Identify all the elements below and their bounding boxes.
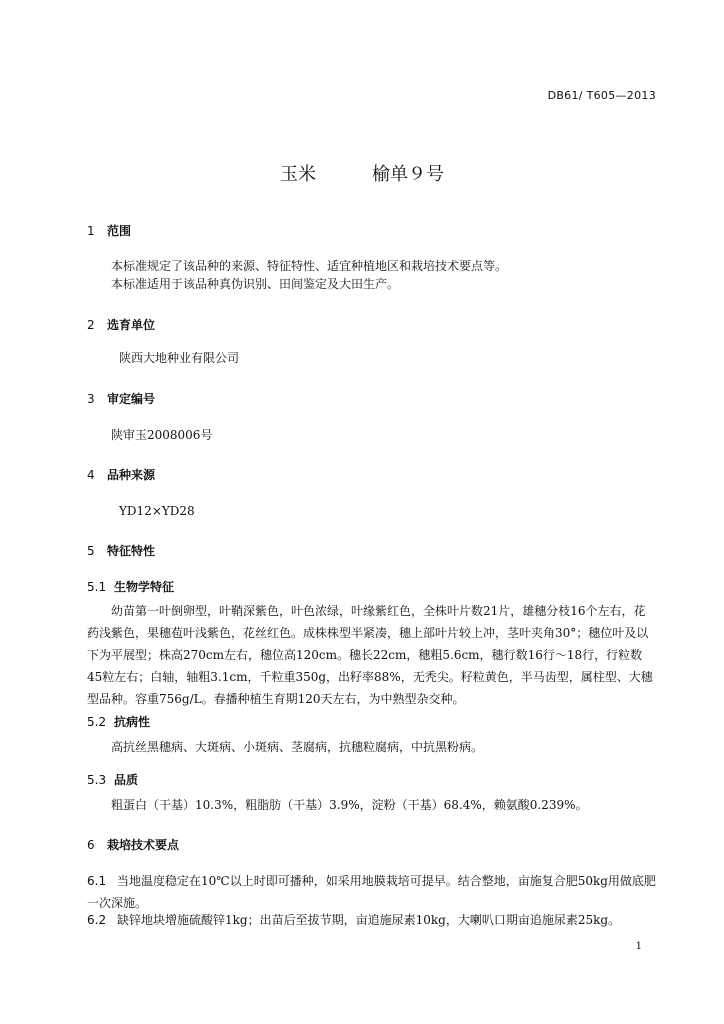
variety-source: YD12×YD28 [119, 504, 195, 518]
section-2-heading: 2 选育单位 [87, 318, 156, 332]
section-2-title: 选育单位 [107, 318, 156, 332]
section-6-heading: 6 栽培技术要点 [87, 838, 180, 852]
standard-code: DB61/ T605—2013 [547, 89, 656, 102]
breeding-unit: 陕西大地种业有限公司 [119, 351, 240, 365]
section-5-heading: 5 特征特性 [87, 544, 156, 558]
section-5-1-heading: 5.1 生物学特征 [87, 580, 175, 594]
title-variety: 榆单９号 [372, 164, 444, 185]
section-5-2-title: 抗病性 [114, 715, 151, 729]
section-5-3-title: 品质 [114, 773, 139, 787]
section-1-heading: 1 范围 [87, 224, 132, 238]
section-3-heading: 3 审定编号 [87, 392, 156, 406]
section-5-1-title: 生物学特征 [114, 580, 175, 594]
title-crop: 玉米 [280, 164, 316, 185]
section-1-paragraph-1: 本标准规定了该品种的来源、特征特性、适宜种植地区和栽培技术要点等。 [111, 259, 508, 273]
document-title [0, 160, 724, 186]
quality: 粗蛋白（干基）10.3%，粗脂肪（干基）3.9%，淀粉（干基）68.4%，赖氨酸0.239%。 [111, 798, 588, 812]
section-1-title: 范围 [107, 224, 132, 238]
disease-resistance: 高抗丝黑穗病、大斑病、小斑病、茎腐病，抗穗粒腐病，中抗黑粉病。 [111, 740, 484, 754]
section-6-title: 栽培技术要点 [107, 838, 180, 852]
biological-characteristics: 幼苗第一叶倒卵型，叶鞘深紫色，叶色浓绿，叶缘紫红色，全株叶片数21片，雄穗分枝16个左右，花药浅紫色，果穗苞叶浅紫色，花丝红色。成株株型半紧凑，穗上部叶片较上冲，茎叶夹角30°；穗位叶及以下为平展型；株高270cm左右，穗位高120cm。穗长22cm，穗粗5.6cm，穗行数16行～18行，行粒数45粒左右；白轴，轴粗3.1cm，千粒重350g，出籽率88%，无秃尖。籽粒黄色，半马齿型，属柱型、大穗型品种。容重756g/L。春播种植生育期120天左右，为中熟型杂交种。 [87, 604, 653, 706]
page-number: 1 [635, 941, 642, 952]
section-5-2-heading: 5.2 抗病性 [87, 715, 151, 729]
section-5-title: 特征特性 [107, 544, 156, 558]
approval-number: 陕审玉2008006号 [111, 428, 213, 442]
section-3-title: 审定编号 [107, 392, 156, 406]
cultivation-point-1: 6.1 当地温度稳定在10℃以上时即可播种，如采用地膜栽培可提早。结合整地，亩施复合肥50kg用做底肥一次深施。 [87, 874, 656, 910]
section-4-heading: 4 品种来源 [87, 468, 156, 482]
cultivation-point-2: 6.2 缺锌地块增施硫酸锌1kg；出苗后至拔节期，亩追施尿素10kg，大喇叭口期亩追施尿素25kg。 [87, 913, 621, 927]
section-4-title: 品种来源 [107, 468, 156, 482]
section-1-paragraph-2: 本标准适用于该品种真伪识别、田间鉴定及大田生产。 [111, 277, 400, 291]
section-5-3-heading: 5.3 品质 [87, 773, 139, 787]
